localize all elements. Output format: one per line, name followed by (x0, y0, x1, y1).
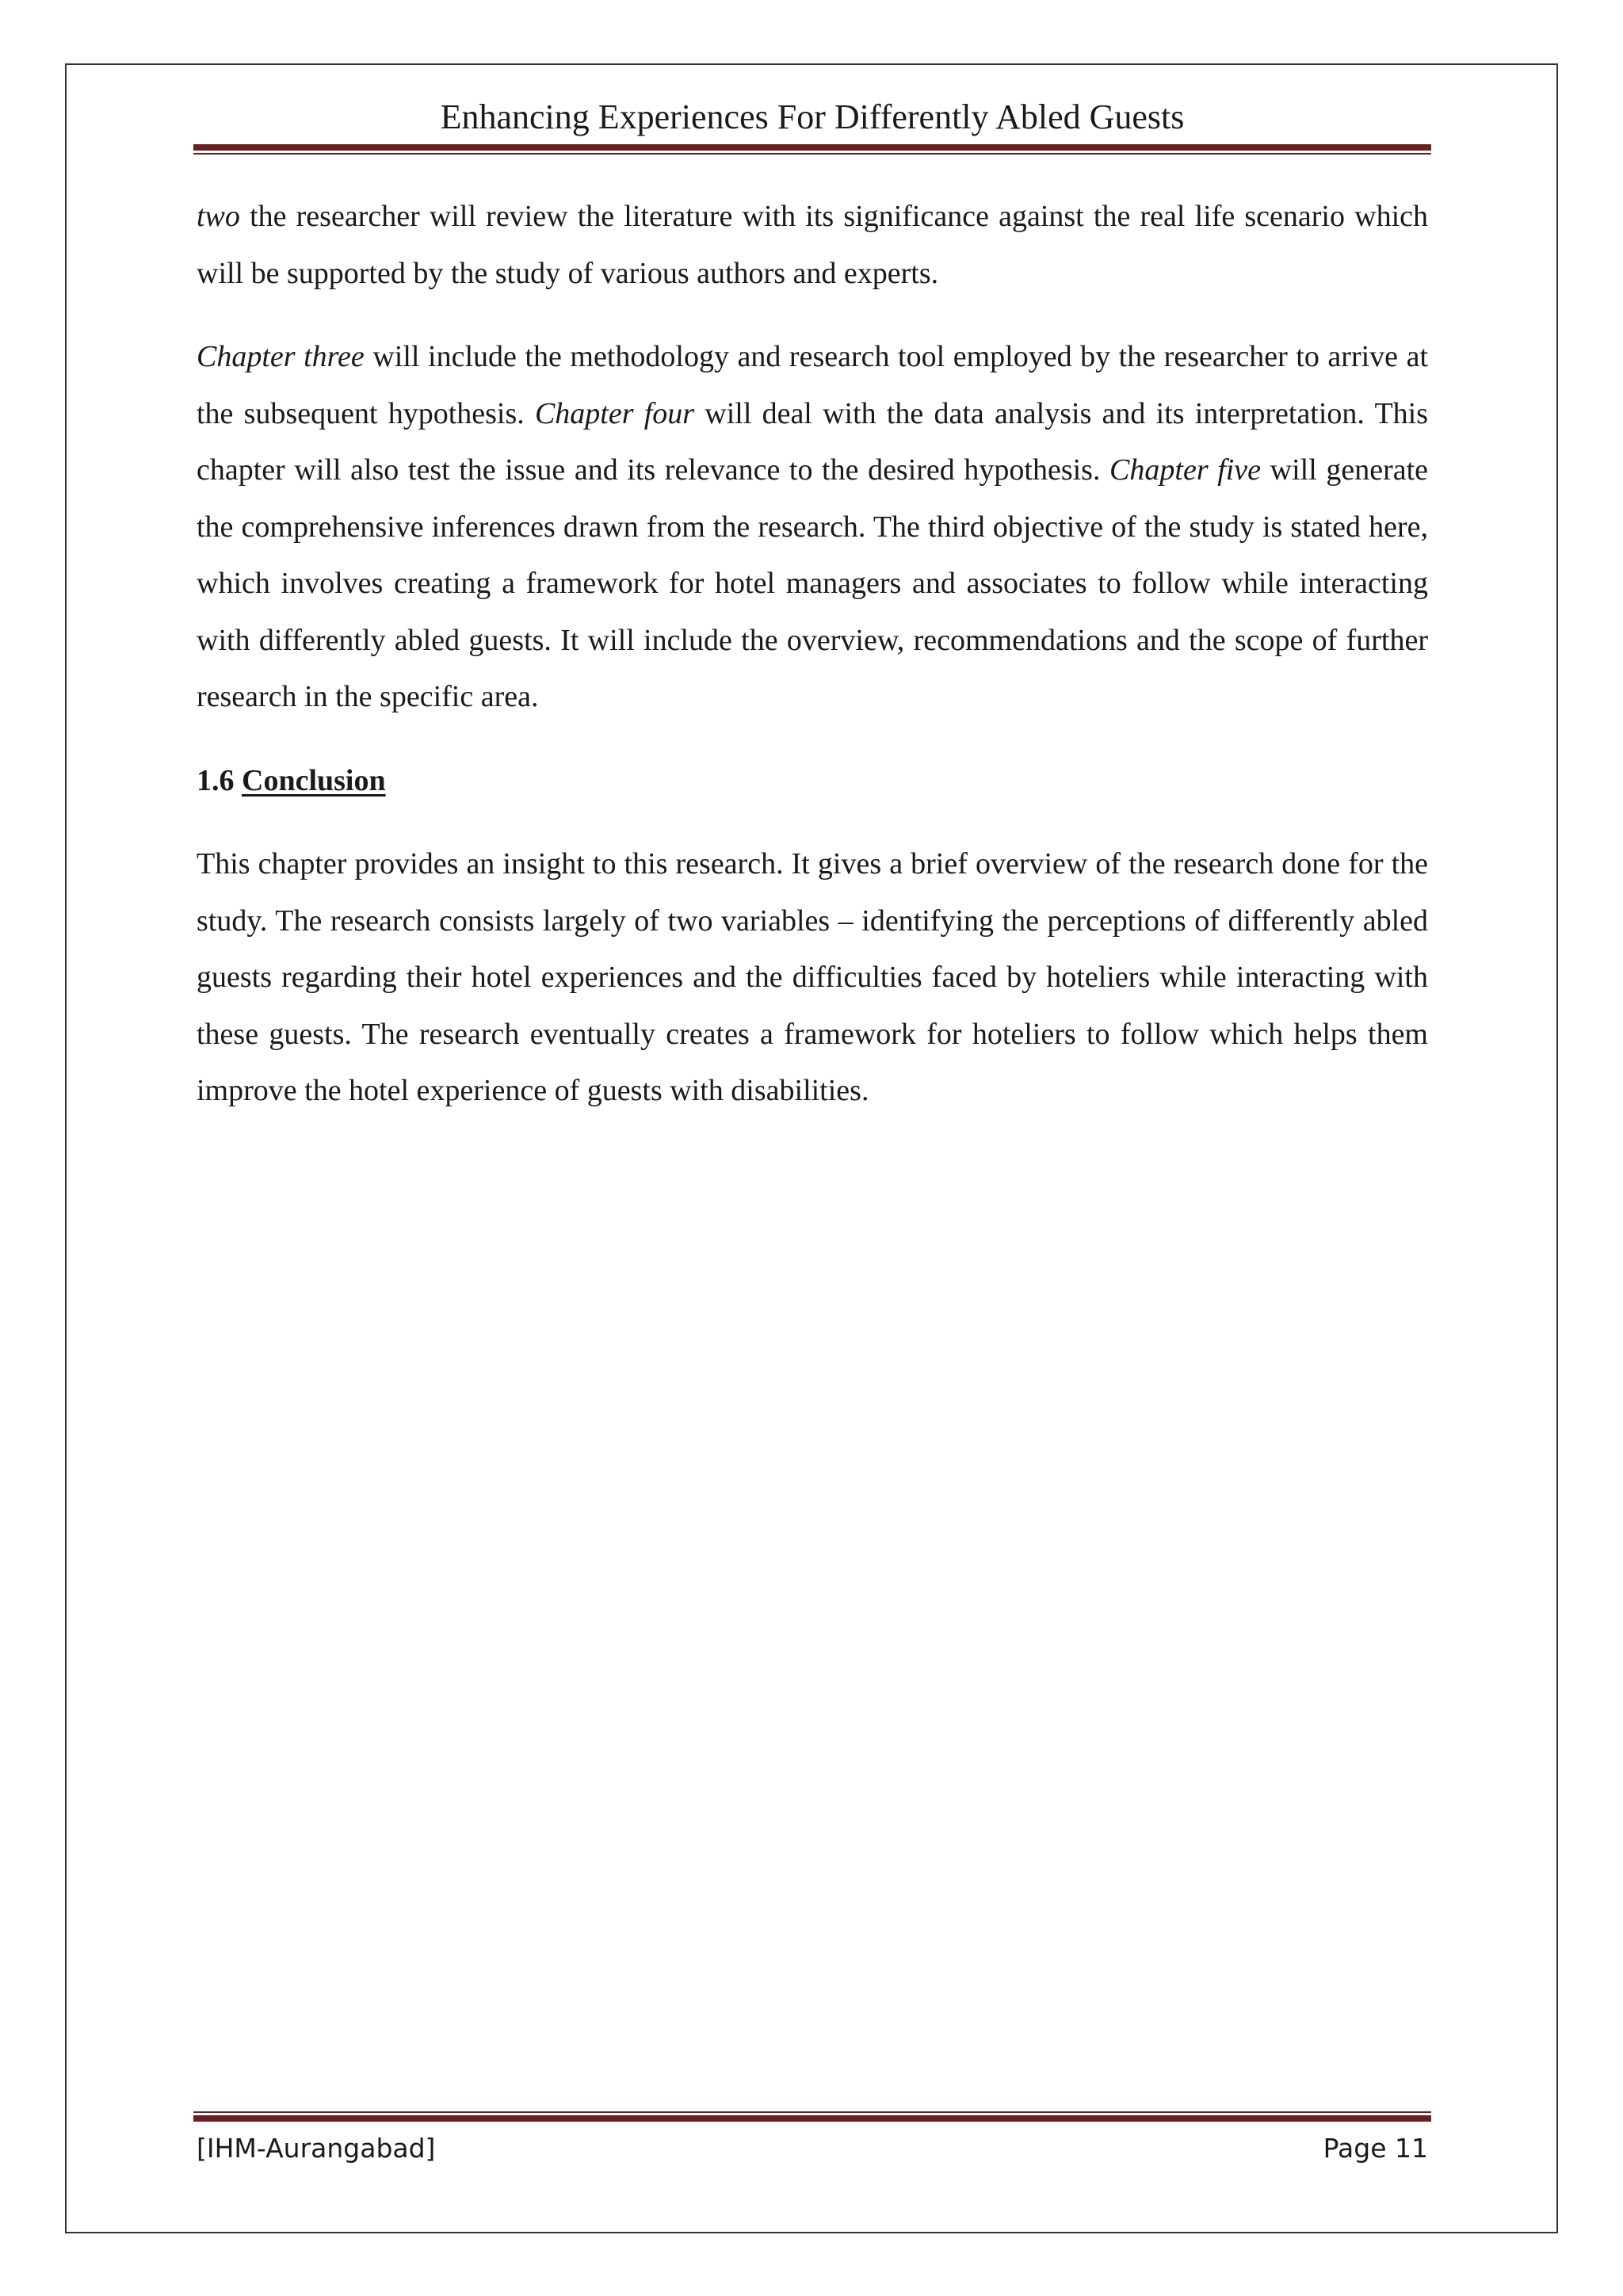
paragraph-text: will generate the comprehensive inferences drawn from the research. The third objective of the study is stated here, which involves creating a framework for hotel managers and associates to follow while interacting with differently abled guests. It will include the overview, recommendations and the scope of further research in the specific area. (197, 453, 1429, 713)
italic-chapter-four: Chapter four (534, 396, 695, 430)
paragraph-text: will include the methodology and research tool employed by the researcher to arrive at the subsequent hypothesis. (197, 340, 1429, 430)
paragraph-chapters-overview (197, 329, 1428, 726)
section-title: Conclusion (242, 763, 386, 797)
italic-chapter-three: Chapter three (197, 340, 365, 373)
header-title: Enhancing Experiences For Differently Abled Guests (440, 97, 1185, 136)
paragraph-text: will deal with the data analysis and its interpretation. This chapter will also test the issue and its relevance to the desired hypothesis. (197, 396, 1428, 487)
paragraph-text: the researcher will review the literature with its significance against the real life scenario which will be supported by the study of various authors and experts. (197, 200, 1428, 290)
footer-rule (193, 2111, 1431, 2122)
page-number: Page 11 (1323, 2133, 1428, 2164)
header-rule (193, 144, 1431, 155)
paragraph-chapter-two (197, 189, 1428, 302)
italic-chapter-five: Chapter five (1109, 453, 1262, 487)
page-header (193, 92, 1431, 143)
document-body (197, 189, 1428, 1147)
paragraph-conclusion: This chapter provides an insight to this research. It gives a brief overview of the research done for the study. The research consists largely of two variables – identifying the perceptions of differently abled guests regarding their hotel experiences and the difficulties faced by hoteliers while interacting with these guests. The research eventually creates a framework for hoteliers to follow which helps them improve the hotel experience of guests with disabilities. (197, 847, 1428, 1107)
footer-institution: [IHM-Aurangabad] (197, 2133, 436, 2164)
page-footer (197, 2129, 1428, 2168)
section-number: 1.6 (197, 763, 235, 797)
section-heading (197, 753, 1428, 810)
italic-chapter-ref: two (197, 200, 240, 233)
